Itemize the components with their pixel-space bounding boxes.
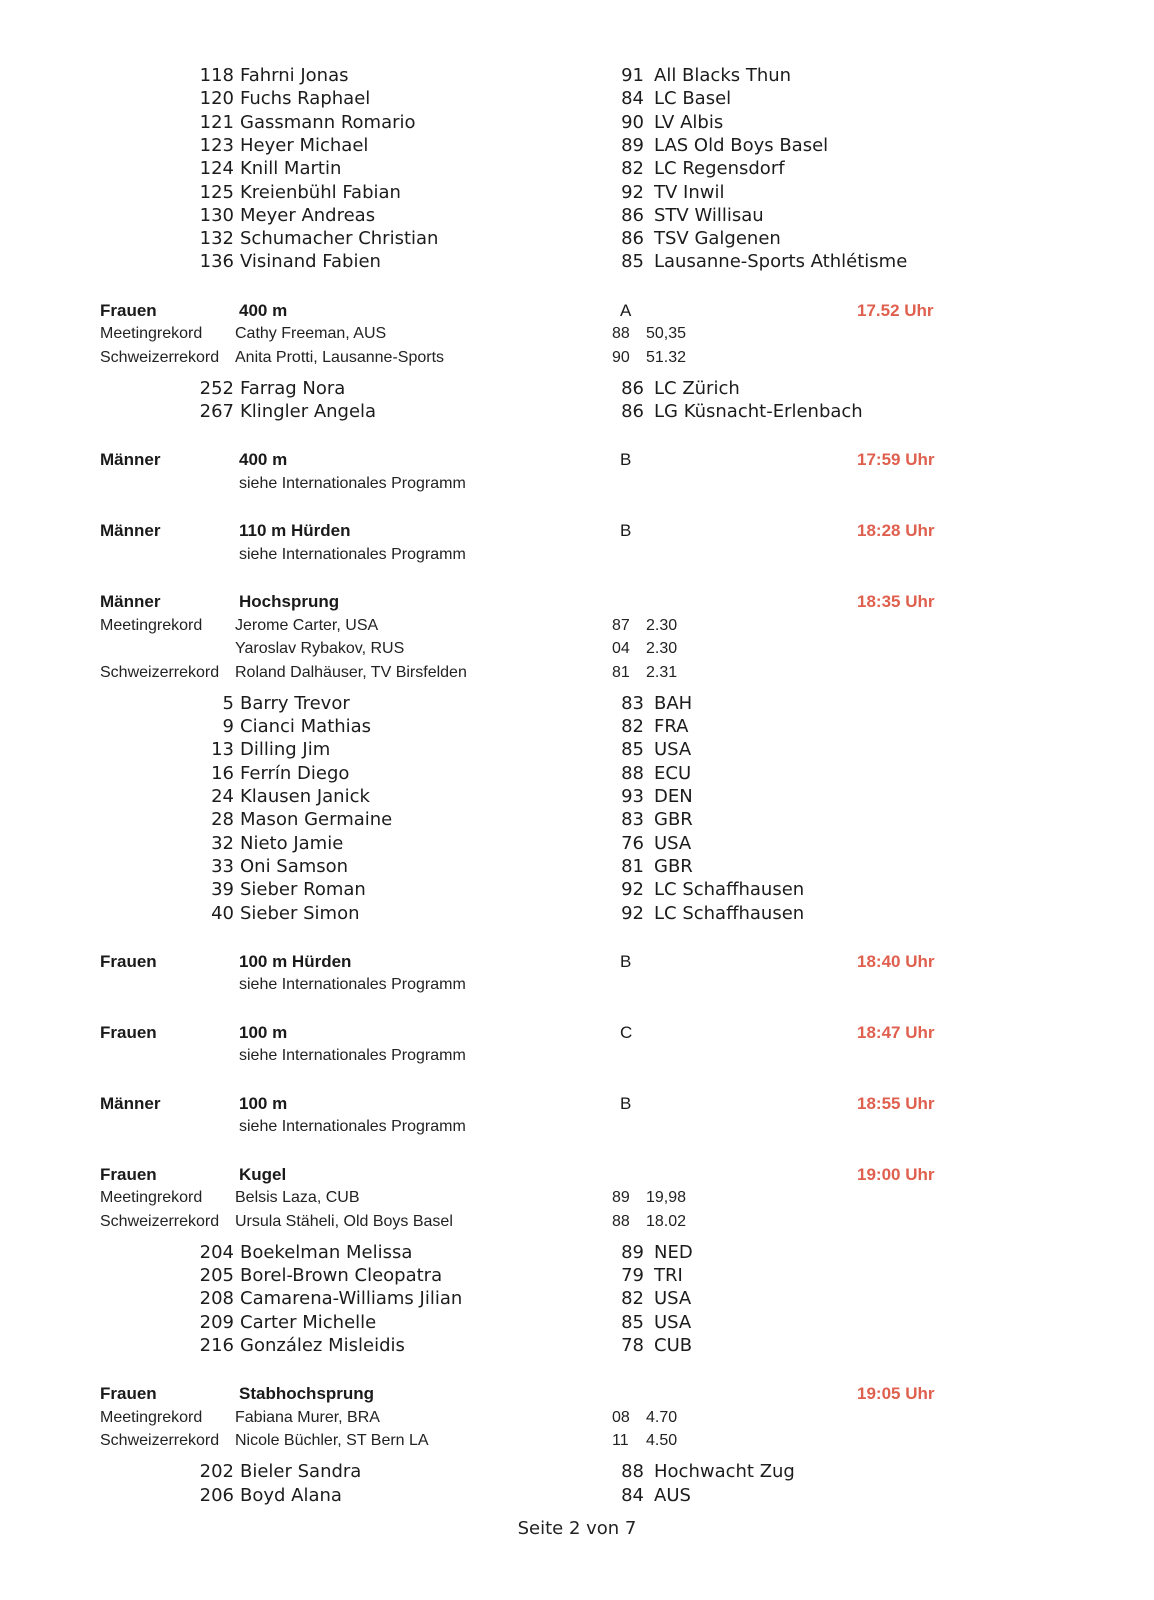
event-category: Frauen bbox=[100, 300, 157, 320]
event-group: A bbox=[620, 300, 632, 320]
event-time: 18:47 Uhr bbox=[857, 1022, 935, 1042]
birth-year: 88 bbox=[621, 762, 644, 784]
record-label: Meetingrekord bbox=[100, 325, 203, 343]
event-time: 18:40 Uhr bbox=[857, 951, 935, 971]
event-group: B bbox=[620, 450, 632, 470]
athlete-row bbox=[196, 400, 916, 424]
birth-year: 86 bbox=[621, 204, 644, 226]
athlete-name: Camarena-Williams Jilian bbox=[240, 1288, 463, 1310]
record-label: Schweizerrekord bbox=[100, 1212, 220, 1230]
athlete-club: USA bbox=[654, 832, 692, 854]
bib-number: 40 bbox=[211, 902, 234, 924]
athlete-row bbox=[196, 738, 916, 762]
event-time: 17.52 Uhr bbox=[857, 300, 934, 320]
birth-year: 93 bbox=[621, 786, 644, 807]
birth-year: 84 bbox=[621, 1484, 644, 1506]
record-value: 4.70 bbox=[646, 1408, 678, 1426]
athlete-row bbox=[196, 377, 916, 401]
athlete-row bbox=[196, 832, 916, 856]
birth-year: 92 bbox=[621, 902, 644, 924]
athlete-club: LC Schaffhausen bbox=[654, 902, 805, 924]
athlete-name: Borel-Brown Cleopatra bbox=[240, 1265, 443, 1287]
record-value: 50,35 bbox=[646, 325, 687, 343]
event-note: siehe Internationales Programm bbox=[239, 545, 466, 563]
athlete-name: Boekelman Melissa bbox=[240, 1241, 413, 1263]
bib-number: 121 bbox=[199, 111, 234, 133]
athlete-name: Nieto Jamie bbox=[240, 832, 344, 854]
record-year: 04 bbox=[612, 640, 630, 658]
event-header bbox=[100, 591, 960, 613]
event-group: B bbox=[620, 1093, 632, 1113]
event-category: Frauen bbox=[100, 1164, 157, 1184]
athlete-name: González Misleidis bbox=[240, 1335, 405, 1356]
record-year: 88 bbox=[612, 325, 630, 343]
birth-year: 89 bbox=[621, 134, 644, 156]
athlete-club: TRI bbox=[654, 1265, 683, 1287]
event-category: Frauen bbox=[100, 1022, 157, 1042]
athlete-club: CUB bbox=[654, 1335, 693, 1356]
event-group: C bbox=[620, 1022, 633, 1042]
record-label: Schweizerrekord bbox=[100, 663, 220, 681]
record-holder: Ursula Stäheli, Old Boys Basel bbox=[235, 1212, 453, 1230]
birth-year: 89 bbox=[621, 1241, 644, 1263]
record-row bbox=[100, 1211, 800, 1233]
athlete-row bbox=[196, 715, 916, 739]
event-note: siehe Internationales Programm bbox=[239, 976, 466, 994]
event-group: B bbox=[620, 951, 632, 971]
record-row bbox=[100, 1407, 800, 1429]
birth-year: 92 bbox=[621, 879, 644, 901]
event-header bbox=[100, 449, 960, 471]
record-row bbox=[100, 615, 800, 637]
event-header bbox=[100, 1093, 960, 1115]
athlete-club: LC Basel bbox=[654, 88, 732, 110]
event-group: B bbox=[620, 521, 632, 541]
event-category: Männer bbox=[100, 521, 161, 541]
record-year: 90 bbox=[612, 348, 630, 366]
bib-number: 32 bbox=[211, 832, 234, 854]
record-value: 2.30 bbox=[646, 640, 678, 658]
athlete-row bbox=[196, 157, 916, 181]
bib-number: 216 bbox=[199, 1335, 234, 1356]
athlete-club: TSV Galgenen bbox=[654, 228, 781, 250]
bib-number: 202 bbox=[199, 1461, 234, 1483]
birth-year: 82 bbox=[621, 716, 644, 738]
event-note: siehe Internationales Programm bbox=[239, 1118, 466, 1136]
athlete-club: AUS bbox=[654, 1484, 691, 1506]
athlete-name: Knill Martin bbox=[240, 158, 342, 180]
event-time: 18:55 Uhr bbox=[857, 1093, 935, 1113]
record-row bbox=[100, 323, 800, 345]
birth-year: 90 bbox=[621, 111, 644, 133]
birth-year: 83 bbox=[621, 809, 644, 831]
bib-number: 13 bbox=[211, 739, 234, 761]
birth-year: 88 bbox=[621, 1461, 644, 1483]
athlete-name: Cianci Mathias bbox=[240, 716, 372, 738]
athlete-name: Sieber Simon bbox=[240, 902, 360, 924]
record-label: Meetingrekord bbox=[100, 1408, 203, 1426]
athlete-club: ECU bbox=[654, 762, 692, 784]
athlete-name: Dilling Jim bbox=[240, 739, 331, 761]
bib-number: 206 bbox=[199, 1484, 234, 1506]
event-category: Frauen bbox=[100, 1384, 157, 1404]
event-discipline: 100 m Hürden bbox=[239, 951, 352, 971]
record-year: 11 bbox=[612, 1432, 629, 1450]
event-header bbox=[100, 520, 960, 542]
bib-number: 130 bbox=[199, 204, 234, 226]
birth-year: 83 bbox=[621, 692, 644, 714]
athlete-row bbox=[196, 250, 916, 274]
bib-number: 136 bbox=[199, 251, 234, 273]
birth-year: 78 bbox=[621, 1335, 644, 1356]
record-label: Schweizerrekord bbox=[100, 1432, 220, 1450]
bib-number: 118 bbox=[199, 65, 234, 86]
birth-year: 85 bbox=[621, 1311, 644, 1333]
record-holder: Fabiana Murer, BRA bbox=[235, 1408, 380, 1426]
athlete-row bbox=[196, 1241, 916, 1265]
record-label: Meetingrekord bbox=[100, 1189, 203, 1207]
event-discipline: 400 m bbox=[239, 450, 288, 470]
record-holder: Yaroslav Rybakov, RUS bbox=[235, 640, 405, 658]
record-row bbox=[100, 1430, 800, 1452]
athlete-name: Sieber Roman bbox=[240, 879, 366, 901]
birth-year: 86 bbox=[621, 377, 644, 399]
athlete-name: Heyer Michael bbox=[240, 134, 369, 156]
page-footer: Seite 2 von 7 bbox=[517, 1518, 637, 1539]
athlete-name: Farrag Nora bbox=[240, 377, 346, 399]
bib-number: 9 bbox=[222, 716, 234, 738]
athlete-club: DEN bbox=[654, 786, 693, 807]
athlete-club: LAS Old Boys Basel bbox=[654, 134, 829, 156]
record-holder: Cathy Freeman, AUS bbox=[235, 325, 387, 343]
event-time: 18:28 Uhr bbox=[857, 521, 935, 541]
event-time: 18:35 Uhr bbox=[857, 592, 935, 612]
event-discipline: 100 m bbox=[239, 1022, 288, 1042]
event-discipline: Hochsprung bbox=[239, 592, 340, 612]
athlete-club: TV Inwil bbox=[654, 181, 725, 203]
athlete-name: Gassmann Romario bbox=[240, 111, 416, 133]
athlete-name: Oni Samson bbox=[240, 855, 349, 877]
record-value: 2.30 bbox=[646, 616, 678, 634]
athlete-club: USA bbox=[654, 1288, 692, 1310]
birth-year: 85 bbox=[621, 251, 644, 273]
birth-year: 82 bbox=[621, 158, 644, 180]
record-row bbox=[100, 347, 800, 369]
athlete-club: Lausanne-Sports Athlétisme bbox=[654, 251, 908, 273]
athlete-name: Meyer Andreas bbox=[240, 204, 376, 226]
birth-year: 81 bbox=[621, 855, 644, 877]
event-category: Männer bbox=[100, 1093, 161, 1113]
athlete-row bbox=[196, 111, 916, 135]
record-label: Schweizerrekord bbox=[100, 348, 220, 366]
athlete-club: STV Willisau bbox=[654, 204, 764, 226]
athlete-row bbox=[196, 204, 916, 228]
athlete-row bbox=[196, 1484, 916, 1508]
athlete-row bbox=[196, 134, 916, 158]
athlete-club: LC Zürich bbox=[654, 377, 740, 399]
record-value: 19,98 bbox=[646, 1189, 687, 1207]
athlete-club: GBR bbox=[654, 809, 693, 831]
athlete-name: Fahrni Jonas bbox=[240, 65, 349, 86]
athlete-row bbox=[196, 878, 916, 902]
event-time: 17:59 Uhr bbox=[857, 450, 935, 470]
bib-number: 132 bbox=[199, 228, 234, 250]
record-year: 89 bbox=[612, 1189, 630, 1207]
birth-year: 86 bbox=[621, 228, 644, 250]
event-header bbox=[100, 1164, 960, 1186]
event-category: Frauen bbox=[100, 951, 157, 971]
event-discipline: 100 m bbox=[239, 1093, 288, 1113]
event-time: 19:00 Uhr bbox=[857, 1164, 935, 1184]
athlete-row bbox=[196, 181, 916, 205]
athlete-club: NED bbox=[654, 1241, 693, 1263]
bib-number: 5 bbox=[222, 692, 234, 714]
bib-number: 209 bbox=[199, 1311, 234, 1333]
athlete-row bbox=[196, 64, 916, 88]
record-value: 2.31 bbox=[646, 663, 678, 681]
record-year: 08 bbox=[612, 1408, 630, 1426]
athlete-club: LG Küsnacht-Erlenbach bbox=[654, 401, 863, 422]
athlete-row bbox=[196, 692, 916, 716]
athlete-club: FRA bbox=[654, 716, 689, 738]
bib-number: 208 bbox=[199, 1288, 234, 1310]
event-discipline: Stabhochsprung bbox=[239, 1384, 375, 1404]
event-header bbox=[100, 300, 960, 322]
athlete-row bbox=[196, 1311, 916, 1335]
bib-number: 267 bbox=[199, 401, 234, 422]
record-row bbox=[100, 638, 800, 660]
event-category: Männer bbox=[100, 592, 161, 612]
record-year: 87 bbox=[612, 616, 630, 634]
athlete-row bbox=[196, 1264, 916, 1288]
birth-year: 91 bbox=[621, 65, 644, 86]
birth-year: 82 bbox=[621, 1288, 644, 1310]
athlete-name: Schumacher Christian bbox=[240, 228, 439, 250]
athlete-club: USA bbox=[654, 739, 692, 761]
event-header bbox=[100, 951, 960, 973]
bib-number: 39 bbox=[211, 879, 234, 901]
record-year: 81 bbox=[612, 663, 630, 681]
record-holder: Jerome Carter, USA bbox=[235, 616, 379, 634]
bib-number: 204 bbox=[199, 1241, 234, 1263]
birth-year: 79 bbox=[621, 1265, 644, 1287]
event-discipline: 400 m bbox=[239, 300, 288, 320]
event-header bbox=[100, 1383, 960, 1405]
athlete-name: Barry Trevor bbox=[240, 692, 350, 714]
event-discipline: Kugel bbox=[239, 1164, 287, 1184]
birth-year: 84 bbox=[621, 88, 644, 110]
athlete-row bbox=[196, 855, 916, 879]
event-note: siehe Internationales Programm bbox=[239, 1047, 466, 1065]
event-category: Männer bbox=[100, 450, 161, 470]
athlete-row bbox=[196, 762, 916, 786]
athlete-name: Klingler Angela bbox=[240, 401, 377, 422]
record-row bbox=[100, 1187, 800, 1209]
bib-number: 252 bbox=[199, 377, 234, 399]
record-holder: Nicole Büchler, ST Bern LA bbox=[235, 1432, 429, 1450]
record-value: 4.50 bbox=[646, 1432, 678, 1450]
birth-year: 92 bbox=[621, 181, 644, 203]
bib-number: 28 bbox=[211, 809, 234, 831]
athlete-name: Boyd Alana bbox=[240, 1484, 342, 1506]
athlete-name: Visinand Fabien bbox=[240, 251, 381, 273]
athlete-club: BAH bbox=[654, 692, 693, 714]
record-value: 51.32 bbox=[646, 348, 687, 366]
bib-number: 205 bbox=[199, 1265, 234, 1287]
athlete-row bbox=[196, 227, 916, 251]
athlete-name: Klausen Janick bbox=[240, 786, 370, 807]
athlete-club: LC Regensdorf bbox=[654, 158, 785, 180]
bib-number: 124 bbox=[199, 158, 234, 180]
athlete-name: Ferrín Diego bbox=[240, 762, 350, 784]
bib-number: 120 bbox=[199, 88, 234, 110]
athlete-name: Carter Michelle bbox=[240, 1311, 377, 1333]
birth-year: 86 bbox=[621, 401, 644, 422]
event-note: siehe Internationales Programm bbox=[239, 474, 466, 492]
record-holder: Belsis Laza, CUB bbox=[235, 1189, 360, 1207]
athlete-name: Fuchs Raphael bbox=[240, 88, 371, 110]
athlete-row bbox=[196, 1334, 916, 1358]
birth-year: 76 bbox=[621, 832, 644, 854]
athlete-club: Hochwacht Zug bbox=[654, 1461, 795, 1483]
athlete-club: LV Albis bbox=[654, 111, 724, 133]
event-header bbox=[100, 1022, 960, 1044]
bib-number: 24 bbox=[211, 786, 234, 807]
athlete-row bbox=[196, 1460, 916, 1484]
bib-number: 125 bbox=[199, 181, 234, 203]
athlete-club: All Blacks Thun bbox=[654, 65, 792, 86]
athlete-club: GBR bbox=[654, 855, 693, 877]
athlete-row bbox=[196, 1287, 916, 1311]
athlete-name: Kreienbühl Fabian bbox=[240, 181, 401, 203]
event-discipline: 110 m Hürden bbox=[239, 521, 351, 541]
record-year: 88 bbox=[612, 1212, 630, 1230]
athlete-club: LC Schaffhausen bbox=[654, 879, 805, 901]
bib-number: 16 bbox=[211, 762, 234, 784]
athlete-club: USA bbox=[654, 1311, 692, 1333]
record-value: 18.02 bbox=[646, 1212, 687, 1230]
athlete-name: Mason Germaine bbox=[240, 809, 393, 831]
bib-number: 33 bbox=[211, 855, 234, 877]
record-holder: Roland Dalhäuser, TV Birsfelden bbox=[235, 663, 467, 681]
athlete-row bbox=[196, 785, 916, 809]
birth-year: 85 bbox=[621, 739, 644, 761]
record-holder: Anita Protti, Lausanne-Sports bbox=[235, 348, 445, 366]
bib-number: 123 bbox=[199, 134, 234, 156]
event-time: 19:05 Uhr bbox=[857, 1384, 935, 1404]
athlete-name: Bieler Sandra bbox=[240, 1461, 362, 1483]
athlete-row bbox=[196, 808, 916, 832]
record-row bbox=[100, 662, 800, 684]
record-label: Meetingrekord bbox=[100, 616, 203, 634]
athlete-row bbox=[196, 902, 916, 926]
athlete-row bbox=[196, 87, 916, 111]
